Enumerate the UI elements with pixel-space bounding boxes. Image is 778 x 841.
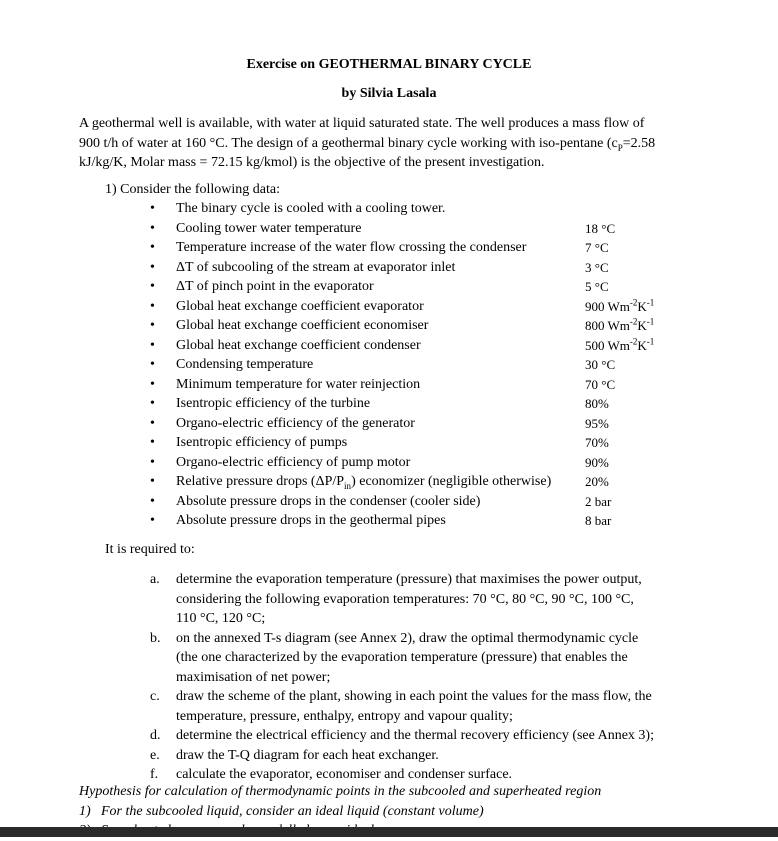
data-item [148, 219, 668, 239]
data-item [148, 355, 668, 375]
bullet-icon: • [150, 357, 155, 372]
data-item-value: 18 °C [585, 220, 616, 236]
hypothesis-item: 1) For the subcooled liquid, consider an ideal liquid (constant volume) [79, 803, 484, 819]
data-item [148, 375, 668, 395]
bullet-icon: • [150, 474, 155, 489]
data-item [148, 492, 668, 512]
task-letter: a. [150, 572, 160, 587]
data-item-value: 95% [585, 415, 609, 431]
intro-line-3: kJ/kg/K, Molar mass = 72.15 kg/kmol) is the objective of the present investigation. [79, 155, 545, 170]
data-item-value: 70% [585, 435, 609, 450]
data-item-value: 7 °C [585, 240, 609, 255]
task-item [148, 570, 708, 629]
data-item-label: Relative pressure drops $(\Delta P/P_{in})$ economizer (negligible otherwise) [176, 474, 552, 491]
data-item-value: 800 $Wm^{-2}K^{-1}$ [585, 316, 655, 333]
data-item-value: 500 $Wm^{-2}K^{-1}$ [585, 336, 655, 353]
task-line: (the one characterized by the evaporation temperature (pressure) that enables the [176, 650, 628, 665]
data-item-label: ΔT of pinch point in the evaporator [176, 279, 374, 294]
section-1-heading: 1) Consider the following data: [105, 182, 280, 197]
data-item [148, 297, 668, 317]
task-letter: e. [150, 747, 160, 763]
task-line: maximisation of net power; [176, 669, 331, 685]
data-item [148, 472, 668, 492]
bullet-icon: • [150, 240, 155, 255]
bullet-icon: • [150, 337, 155, 353]
task-letter: d. [150, 728, 161, 743]
data-item-label: Global heat exchange coefficient economiser [176, 318, 429, 333]
bullet-icon: • [150, 415, 155, 431]
intro-paragraph [79, 114, 719, 173]
task-item [148, 726, 708, 746]
data-item [148, 511, 668, 531]
bullet-icon: • [150, 279, 155, 294]
data-item-label: Absolute pressure drops in the condenser (cooler side) [176, 493, 481, 509]
data-item [148, 199, 668, 219]
task-line: determine the evaporation temperature (pressure) that maximises the power output, [176, 572, 642, 587]
data-item-label: Organo-electric efficiency of the generator [176, 415, 415, 431]
intro-line-2: 900 t/h of water at 160 °C. The design of a geothermal binary cycle working with iso-pentane ($c_P=2.58$ [79, 135, 656, 153]
data-item-value: 70 °C [585, 376, 616, 392]
required-heading: It is required to: [105, 542, 195, 557]
bullet-icon: • [150, 298, 155, 314]
data-item-label: Global heat exchange coefficient condenser [176, 337, 421, 353]
data-item-label: Organo-electric efficiency of pump motor [176, 454, 411, 470]
data-item-value: 5 °C [585, 279, 609, 294]
data-item-label: Condensing temperature [176, 357, 314, 372]
task-line: draw the scheme of the plant, showing in each point the values for the mass flow, the [176, 689, 652, 704]
data-item-label: Isentropic efficiency of pumps [176, 435, 348, 450]
task-line: 110 °C, 120 °C; [176, 611, 266, 626]
bullet-icon: • [150, 376, 155, 392]
task-line: calculate the evaporator, economiser and condenser surface. [176, 767, 513, 782]
task-letter: b. [150, 630, 161, 646]
data-item-label: ΔT of subcooling of the stream at evaporator inlet [176, 259, 456, 275]
data-item-value: 80% [585, 396, 609, 411]
data-item [148, 277, 668, 297]
task-item [148, 746, 708, 766]
data-item-value: 3 °C [585, 259, 609, 275]
data-item [148, 316, 668, 336]
data-item-value: 900 $Wm^{-2}K^{-1}$ [585, 297, 655, 314]
task-letter: f. [150, 767, 159, 782]
bullet-icon: • [150, 259, 155, 275]
bullet-icon: • [150, 493, 155, 509]
task-line: draw the T-Q diagram for each heat exchanger. [176, 747, 439, 763]
task-letter: c. [150, 689, 160, 704]
window-bottom-edge [0, 827, 778, 837]
bullet-icon: • [150, 201, 155, 216]
bullet-icon: • [150, 318, 155, 333]
bullet-icon: • [150, 513, 155, 528]
data-item [148, 336, 668, 356]
document-author: by Silvia Lasala [341, 86, 437, 101]
task-line: determine the electrical efficiency and the thermal recovery efficiency (see Annex 3); [176, 728, 654, 743]
bullet-icon: • [150, 435, 155, 450]
data-item-label: Global heat exchange coefficient evaporator [176, 298, 424, 314]
data-item [148, 394, 668, 414]
data-item-label: Absolute pressure drops in the geothermal pipes [176, 513, 446, 528]
data-item [148, 453, 668, 473]
task-line: temperature, pressure, enthalpy, entropy and vapour quality; [176, 708, 513, 724]
data-item-value: 30 °C [585, 357, 616, 372]
data-item-label: Cooling tower water temperature [176, 220, 362, 236]
data-item [148, 238, 668, 258]
data-item-label: Minimum temperature for water reinjection [176, 376, 421, 392]
data-item-value: 2 bar [585, 493, 612, 509]
task-list [148, 570, 708, 785]
data-item [148, 258, 668, 278]
task-line: considering the following evaporation temperatures: 70 °C, 80 °C, 90 °C, 100 °C, [176, 591, 634, 607]
task-line: on the annexed T-s diagram (see Annex 2), draw the optimal thermodynamic cycle [176, 630, 639, 646]
intro-line-1: A geothermal well is available, with water at liquid saturated state. The well produces a mass flow of [79, 116, 645, 131]
data-item-label: The binary cycle is cooled with a cooling tower. [176, 201, 446, 216]
data-item-value: 90% [585, 454, 609, 470]
task-item [148, 629, 708, 688]
data-item [148, 433, 668, 453]
data-item [148, 414, 668, 434]
data-item-label: Isentropic efficiency of the turbine [176, 396, 371, 411]
data-item-label: Temperature increase of the water flow crossing the condenser [176, 240, 527, 255]
bullet-icon: • [150, 396, 155, 411]
hypothesis-heading: Hypothesis for calculation of thermodynamic points in the subcooled and superheated region [79, 784, 602, 799]
bullet-icon: • [150, 454, 155, 470]
data-item-value: 20% [585, 474, 609, 489]
data-list [148, 199, 668, 531]
document-title: Exercise on GEOTHERMAL BINARY CYCLE [246, 57, 532, 72]
task-item [148, 687, 708, 726]
bullet-icon: • [150, 220, 155, 236]
data-item-value: 8 bar [585, 513, 612, 528]
